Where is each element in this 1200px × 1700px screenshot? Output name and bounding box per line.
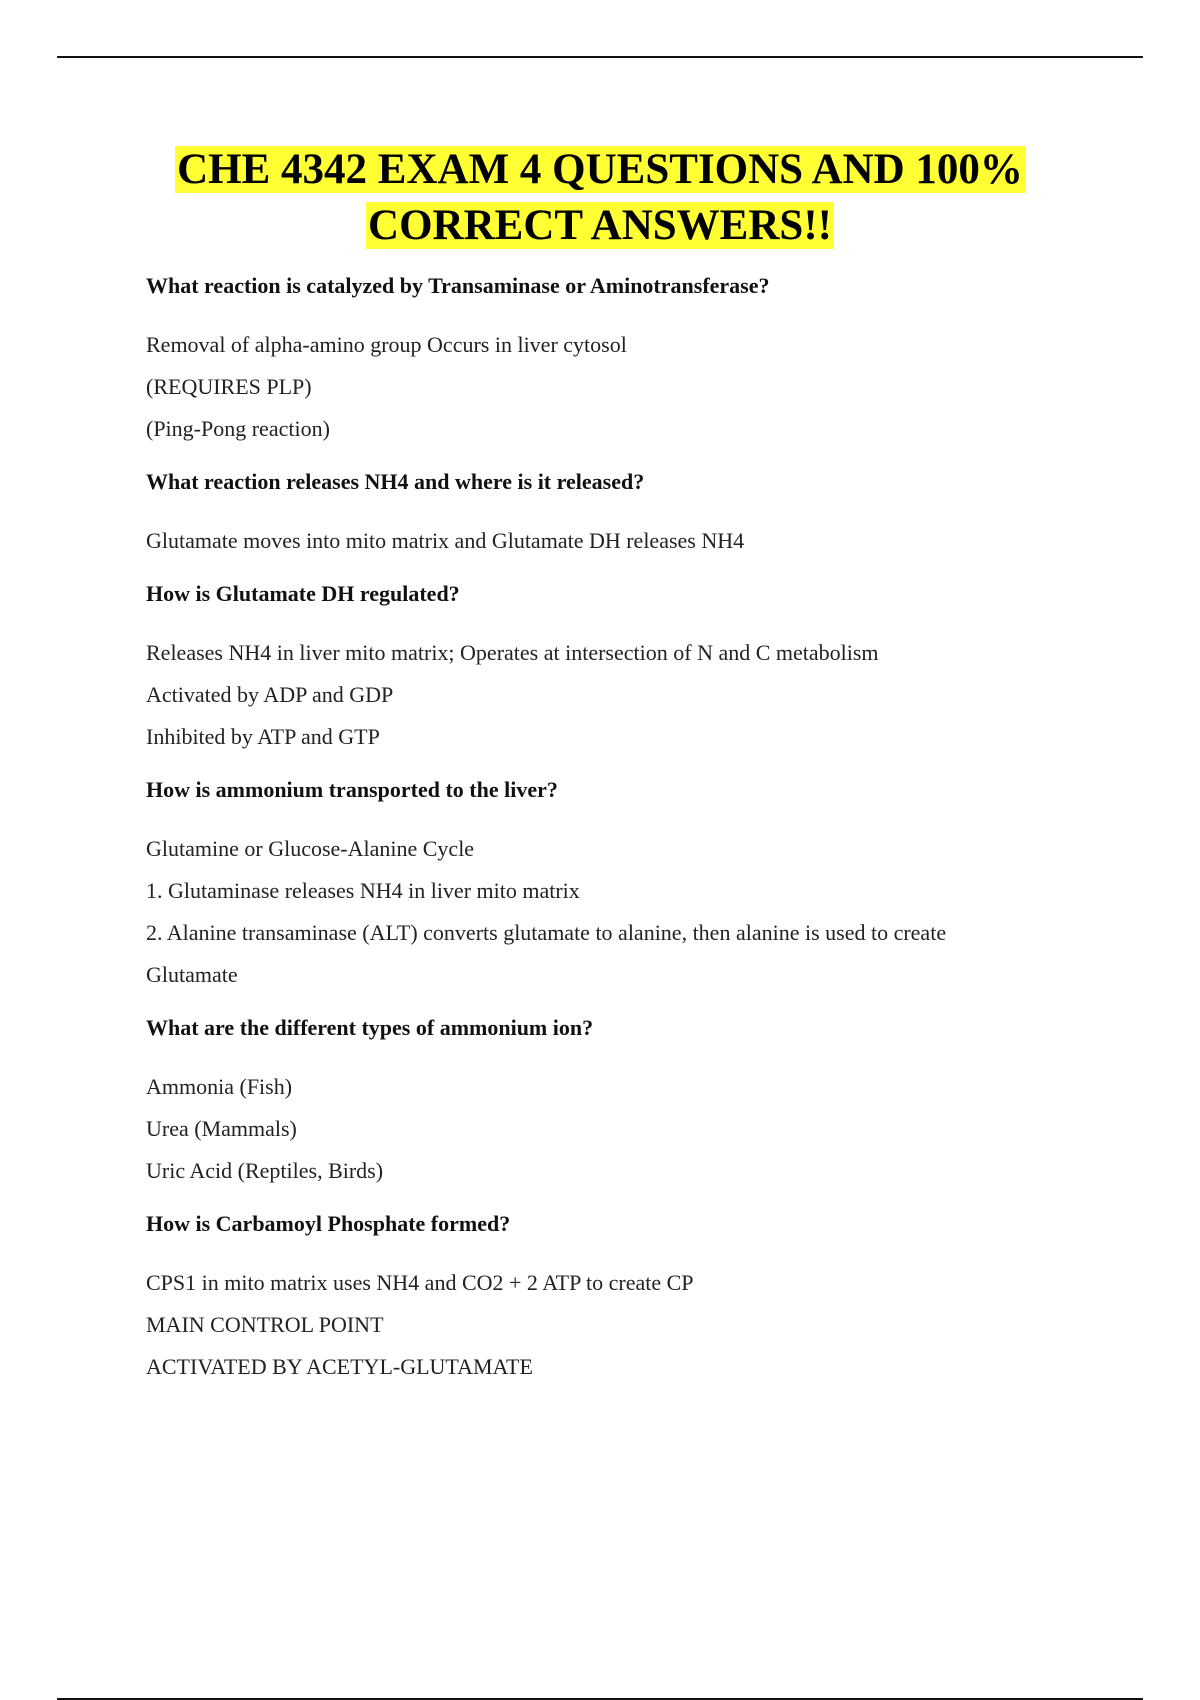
answer-line: CPS1 in mito matrix uses NH4 and CO2 + 2 ATP to create CP [146, 1270, 694, 1295]
qa-item [146, 1206, 1060, 1388]
qa-item [146, 1010, 1060, 1192]
question: What reaction is catalyzed by Transaminase or Aminotransferase? [146, 273, 770, 298]
qa-list [146, 268, 1060, 1402]
qa-item [146, 268, 1060, 450]
question: What reaction releases NH4 and where is it released? [146, 469, 645, 494]
answer-line: Urea (Mammals) [146, 1116, 297, 1141]
answer-line: Activated by ADP and GDP [146, 682, 394, 707]
answer-line: 1. Glutaminase releases NH4 in liver mito matrix [146, 878, 580, 903]
answer-line: MAIN CONTROL POINT [146, 1312, 384, 1337]
qa-item [146, 464, 1060, 562]
question: How is Carbamoyl Phosphate formed? [146, 1211, 511, 1236]
title-line-1: CHE 4342 EXAM 4 QUESTIONS AND 100% [177, 146, 1023, 193]
qa-item [146, 576, 1060, 758]
answer-line: Glutamine or Glucose-Alanine Cycle [146, 836, 475, 861]
answer-line: Uric Acid (Reptiles, Birds) [146, 1158, 384, 1183]
question: What are the different types of ammonium ion? [146, 1015, 594, 1040]
answer-line: Removal of alpha-amino group Occurs in liver cytosol [146, 332, 627, 357]
top-rule [57, 56, 1143, 58]
answer-line: Glutamate moves into mito matrix and Glutamate DH releases NH4 [146, 528, 745, 553]
answer-line: 2. Alanine transaminase (ALT) converts glutamate to alanine, then alanine is used to create [146, 920, 947, 945]
document-title [57, 142, 1143, 254]
answer-line: (Ping-Pong reaction) [146, 416, 330, 441]
qa-item [146, 772, 1060, 996]
question: How is Glutamate DH regulated? [146, 581, 460, 606]
answer-line: Ammonia (Fish) [146, 1074, 293, 1099]
title-line-2: CORRECT ANSWERS!! [368, 202, 832, 249]
answer-line: (REQUIRES PLP) [146, 374, 312, 399]
answer-line: Inhibited by ATP and GTP [146, 724, 380, 749]
answer-line: Glutamate [146, 962, 238, 987]
question: How is ammonium transported to the liver? [146, 777, 558, 802]
answer-line: Releases NH4 in liver mito matrix; Operates at intersection of N and C metabolism [146, 640, 879, 665]
answer-line: ACTIVATED BY ACETYL-GLUTAMATE [146, 1354, 533, 1379]
